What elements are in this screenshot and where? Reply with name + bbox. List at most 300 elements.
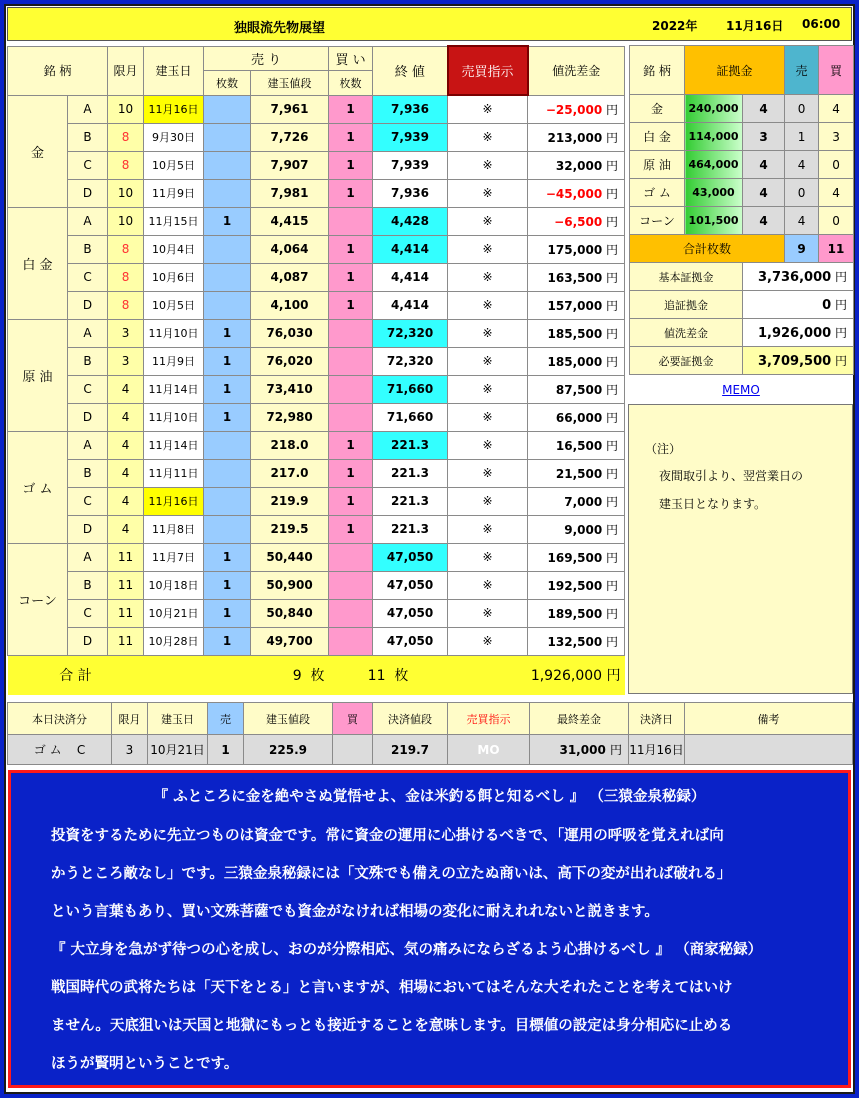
cell-close: 71,660 xyxy=(373,375,448,403)
cell-buy xyxy=(329,375,373,403)
cell-buy: 1 xyxy=(329,123,373,151)
cell-buy xyxy=(329,347,373,375)
table-row xyxy=(8,487,625,515)
cell-grade: C xyxy=(68,263,108,291)
cell-grade: D xyxy=(68,403,108,431)
cell-date: 11月14日 xyxy=(144,431,204,459)
cell-buy: 1 xyxy=(329,459,373,487)
cell-close: 72,320 xyxy=(373,319,448,347)
margin-margin: 101,500 xyxy=(685,207,743,235)
summary-row xyxy=(630,347,854,375)
cell-diff-unit: 円 xyxy=(606,130,619,145)
cell-close: 221.3 xyxy=(373,459,448,487)
margin-col-sell: 売 xyxy=(785,46,819,95)
cell-diff-unit: 円 xyxy=(606,382,619,397)
cell-month: 11 xyxy=(108,571,144,599)
settle-col-4: 建玉値段 xyxy=(244,703,333,735)
cell-buy: 1 xyxy=(329,515,373,543)
cell-price: 50,440 xyxy=(251,543,329,571)
report-date: 11月16日 xyxy=(726,19,784,33)
col-header-sell: 売 り xyxy=(204,46,329,70)
table-row xyxy=(8,347,625,375)
cell-sign: ※ xyxy=(448,375,528,403)
margin-count: 4 xyxy=(743,179,785,207)
total-sell-unit: 枚 xyxy=(310,668,325,685)
margin-buy: 4 xyxy=(819,95,854,123)
margin-name: 白 金 xyxy=(630,123,685,151)
settle-col-10: 備考 xyxy=(685,703,853,735)
summary-row xyxy=(630,291,854,319)
cell-diff-unit: 円 xyxy=(606,438,619,453)
cell-buy xyxy=(329,599,373,627)
cell-month: 8 xyxy=(108,123,144,151)
margin-margin: 114,000 xyxy=(685,123,743,151)
cell-diff xyxy=(528,431,625,459)
margin-total-sell: 9 xyxy=(785,235,819,263)
cell-grade: B xyxy=(68,571,108,599)
summary-row xyxy=(630,319,854,347)
cell-diff-unit: 円 xyxy=(606,550,619,565)
settle-close: 219.7 xyxy=(373,735,448,765)
col-header-month: 限月 xyxy=(108,46,144,95)
cell-sell xyxy=(204,263,251,291)
summary-value-unit: 円 xyxy=(835,326,848,340)
table-row xyxy=(8,95,625,123)
settlement-table xyxy=(7,702,853,765)
cell-diff xyxy=(528,515,625,543)
cell-date: 10月6日 xyxy=(144,263,204,291)
cell-price: 72,980 xyxy=(251,403,329,431)
cell-grade: A xyxy=(68,543,108,571)
cell-sign: ※ xyxy=(448,627,528,655)
cell-month: 4 xyxy=(108,487,144,515)
cell-sign: ※ xyxy=(448,431,528,459)
cell-sell xyxy=(204,431,251,459)
cell-sell: 1 xyxy=(204,571,251,599)
cell-close: 4,428 xyxy=(373,207,448,235)
cell-diff-unit: 円 xyxy=(606,522,619,537)
cell-diff-value: 192,500 xyxy=(547,578,603,593)
cell-sell xyxy=(204,235,251,263)
cell-month: 10 xyxy=(108,95,144,123)
cell-close: 4,414 xyxy=(373,291,448,319)
cell-date: 11月10日 xyxy=(144,319,204,347)
margin-sell: 0 xyxy=(785,179,819,207)
cell-diff-unit: 円 xyxy=(606,606,619,621)
margin-row xyxy=(630,123,854,151)
settle-name-label: ゴ ム xyxy=(33,743,62,757)
cell-sign: ※ xyxy=(448,459,528,487)
col-header-buy: 買 い xyxy=(329,46,373,70)
col-header-price: 建玉値段 xyxy=(251,70,329,95)
cell-diff xyxy=(528,487,625,515)
total-buy-unit: 枚 xyxy=(394,668,409,685)
cell-month: 4 xyxy=(108,431,144,459)
col-header-sell-count: 枚数 xyxy=(204,70,251,95)
settle-col-0: 本日決済分 xyxy=(8,703,112,735)
margin-name: ゴ ム xyxy=(630,179,685,207)
cell-close: 47,050 xyxy=(373,599,448,627)
cell-month: 3 xyxy=(108,347,144,375)
cell-grade: D xyxy=(68,179,108,207)
cell-diff xyxy=(528,459,625,487)
margin-count: 4 xyxy=(743,207,785,235)
cell-diff xyxy=(528,347,625,375)
margin-sell: 0 xyxy=(785,95,819,123)
cell-date: 10月18日 xyxy=(144,571,204,599)
cell-diff-unit: 円 xyxy=(606,102,619,117)
summary-value-number: 3,709,500 xyxy=(757,354,832,369)
cell-grade: B xyxy=(68,123,108,151)
cell-diff-unit: 円 xyxy=(606,354,619,369)
cell-date: 10月4日 xyxy=(144,235,204,263)
cell-price: 50,900 xyxy=(251,571,329,599)
settle-sell: 1 xyxy=(208,735,244,765)
cell-buy: 1 xyxy=(329,487,373,515)
margin-buy: 0 xyxy=(819,207,854,235)
cell-sign: ※ xyxy=(448,571,528,599)
table-row xyxy=(8,403,625,431)
quote-box xyxy=(8,770,851,1088)
cell-diff-unit: 円 xyxy=(606,214,619,229)
cell-diff-unit: 円 xyxy=(606,466,619,481)
cell-sign: ※ xyxy=(448,347,528,375)
settle-col-7: 売買指示 xyxy=(448,703,530,735)
cell-sell xyxy=(204,151,251,179)
settle-price: 225.9 xyxy=(244,735,333,765)
cell-diff-value: 132,500 xyxy=(547,634,603,649)
cell-diff-unit: 円 xyxy=(606,298,619,313)
margin-sell: 1 xyxy=(785,123,819,151)
cell-date: 10月28日 xyxy=(144,627,204,655)
report-time: 06:00 xyxy=(802,17,841,31)
quote-line-5: 『 大立身を急がず待つの心を成し、おのが分際相応、気の痛みにならざるよう心掛けるべし 』 （商家秘録） xyxy=(51,942,763,958)
cell-close: 72,320 xyxy=(373,347,448,375)
cell-diff-value: 7,000 xyxy=(564,494,603,509)
table-row xyxy=(8,123,625,151)
cell-buy: 1 xyxy=(329,235,373,263)
cell-grade: C xyxy=(68,151,108,179)
cell-date: 11月9日 xyxy=(144,347,204,375)
cell-month: 11 xyxy=(108,543,144,571)
cell-month: 8 xyxy=(108,235,144,263)
settle-settle-date: 11月16日 xyxy=(629,735,685,765)
cell-sign: ※ xyxy=(448,515,528,543)
cell-grade: A xyxy=(68,95,108,123)
cell-diff xyxy=(528,263,625,291)
cell-sell: 1 xyxy=(204,207,251,235)
cell-diff-value: 185,500 xyxy=(547,326,603,341)
cell-month: 3 xyxy=(108,319,144,347)
settle-grade: C xyxy=(76,743,86,757)
cell-price: 76,030 xyxy=(251,319,329,347)
total-buy-count: 11 xyxy=(367,668,386,685)
summary-label: 基本証拠金 xyxy=(630,263,743,291)
cell-diff-value: −6,500 xyxy=(554,214,603,229)
cell-grade: B xyxy=(68,347,108,375)
settle-final-diff xyxy=(530,735,629,765)
settle-col-1: 限月 xyxy=(112,703,148,735)
settle-order: MO xyxy=(448,735,530,765)
summary-label: 必要証拠金 xyxy=(630,347,743,375)
cell-diff-value: 9,000 xyxy=(564,522,603,537)
summary-row xyxy=(630,263,854,291)
cell-buy: 1 xyxy=(329,291,373,319)
table-row xyxy=(8,431,625,459)
cell-close: 4,414 xyxy=(373,235,448,263)
settle-col-6: 決済値段 xyxy=(373,703,448,735)
summary-value xyxy=(743,291,854,319)
cell-sign: ※ xyxy=(448,599,528,627)
cell-grade: C xyxy=(68,375,108,403)
cell-diff-unit: 円 xyxy=(606,158,619,173)
cell-grade: A xyxy=(68,207,108,235)
margin-margin: 43,000 xyxy=(685,179,743,207)
cell-price: 49,700 xyxy=(251,627,329,655)
total-diff xyxy=(448,655,625,695)
cell-buy: 1 xyxy=(329,151,373,179)
cell-month: 8 xyxy=(108,263,144,291)
cell-grade: A xyxy=(68,319,108,347)
cell-diff-value: 175,000 xyxy=(547,242,603,257)
cell-diff-unit: 円 xyxy=(606,270,619,285)
cell-sign: ※ xyxy=(448,95,528,123)
margin-col-name: 銘 柄 xyxy=(630,46,685,95)
summary-value xyxy=(743,319,854,347)
cell-diff xyxy=(528,235,625,263)
cell-sell xyxy=(204,515,251,543)
margin-total-buy: 11 xyxy=(819,235,854,263)
summary-value xyxy=(743,347,854,375)
summary-value-number: 3,736,000 xyxy=(757,270,832,285)
cell-close: 7,936 xyxy=(373,179,448,207)
cell-grade: C xyxy=(68,599,108,627)
cell-diff-unit: 円 xyxy=(606,578,619,593)
cell-sell: 1 xyxy=(204,543,251,571)
total-buy xyxy=(329,655,448,695)
cell-diff xyxy=(528,319,625,347)
margin-name: 金 xyxy=(630,95,685,123)
cell-date: 10月21日 xyxy=(144,599,204,627)
settle-col-3: 売 xyxy=(208,703,244,735)
cell-date: 11月15日 xyxy=(144,207,204,235)
table-row xyxy=(8,151,625,179)
quote-line-4: という言葉もあり、買い文殊菩薩でも資金がなければ相場の変化に耐えれれないと説きます。 xyxy=(51,904,659,920)
settle-month: 3 xyxy=(112,735,148,765)
margin-buy: 4 xyxy=(819,179,854,207)
margin-count: 4 xyxy=(743,95,785,123)
cell-buy: 1 xyxy=(329,95,373,123)
summary-value-number: 0 xyxy=(822,298,832,313)
cell-date: 11月8日 xyxy=(144,515,204,543)
cell-price: 4,064 xyxy=(251,235,329,263)
cell-sign: ※ xyxy=(448,123,528,151)
cell-date: 11月9日 xyxy=(144,179,204,207)
cell-price: 73,410 xyxy=(251,375,329,403)
cell-buy: 1 xyxy=(329,179,373,207)
commodity-name: ゴ ム xyxy=(8,431,68,543)
cell-date: 10月5日 xyxy=(144,291,204,319)
cell-price: 219.9 xyxy=(251,487,329,515)
col-header-order: 売買指示 xyxy=(448,46,528,95)
cell-sign: ※ xyxy=(448,263,528,291)
cell-sell: 1 xyxy=(204,403,251,431)
quote-line-3: かうところ敵なし」です。三猿金泉秘録には「文殊でも備えの立たぬ商いは、高下の変が出れば破れる」 xyxy=(51,866,732,882)
cell-sell xyxy=(204,179,251,207)
cell-buy xyxy=(329,543,373,571)
cell-month: 11 xyxy=(108,599,144,627)
cell-sell: 1 xyxy=(204,375,251,403)
margin-row xyxy=(630,151,854,179)
commodity-name: 白 金 xyxy=(8,207,68,319)
cell-diff-value: 163,500 xyxy=(547,270,603,285)
settle-final-diff-value: 31,000 xyxy=(559,743,606,757)
commodity-name: コーン xyxy=(8,543,68,655)
cell-diff-value: 32,000 xyxy=(555,158,603,173)
report-year: 2022年 xyxy=(652,19,698,33)
memo-link[interactable]: MEMO xyxy=(629,380,853,400)
cell-sell: 1 xyxy=(204,599,251,627)
cell-price: 7,907 xyxy=(251,151,329,179)
summary-value-unit: 円 xyxy=(835,354,848,368)
cell-diff-value: 213,000 xyxy=(547,130,603,145)
cell-diff xyxy=(528,179,625,207)
cell-diff-value: 16,500 xyxy=(555,438,603,453)
table-row xyxy=(8,263,625,291)
col-header-name: 銘 柄 xyxy=(8,46,108,95)
cell-close: 7,939 xyxy=(373,123,448,151)
commodity-name: 金 xyxy=(8,95,68,207)
memo-line-1: （注） xyxy=(645,442,682,456)
memo-line-3: 建玉日となります。 xyxy=(659,497,767,511)
cell-price: 7,726 xyxy=(251,123,329,151)
settle-col-9: 決済日 xyxy=(629,703,685,735)
cell-diff xyxy=(528,375,625,403)
margin-margin: 464,000 xyxy=(685,151,743,179)
cell-price: 4,087 xyxy=(251,263,329,291)
cell-diff-value: 87,500 xyxy=(555,382,603,397)
cell-price: 217.0 xyxy=(251,459,329,487)
cell-buy xyxy=(329,403,373,431)
table-row xyxy=(8,235,625,263)
cell-diff-value: 66,000 xyxy=(555,410,603,425)
cell-diff-unit: 円 xyxy=(606,186,619,201)
settle-note xyxy=(685,735,853,765)
cell-date: 11月14日 xyxy=(144,375,204,403)
cell-date: 11月7日 xyxy=(144,543,204,571)
memo-line-2: 夜間取引より、翌営業日の xyxy=(659,469,804,483)
cell-diff-unit: 円 xyxy=(606,326,619,341)
title-bar xyxy=(7,7,852,41)
table-row xyxy=(8,459,625,487)
cell-sell xyxy=(204,291,251,319)
cell-sign: ※ xyxy=(448,319,528,347)
cell-close: 221.3 xyxy=(373,487,448,515)
quote-line-8: ほうが賢明ということです。 xyxy=(51,1056,239,1072)
cell-month: 4 xyxy=(108,459,144,487)
cell-close: 71,660 xyxy=(373,403,448,431)
settle-buy xyxy=(333,735,373,765)
cell-buy: 1 xyxy=(329,263,373,291)
cell-sell xyxy=(204,459,251,487)
table-row xyxy=(8,319,625,347)
settle-col-5: 買 xyxy=(333,703,373,735)
cell-sell xyxy=(204,123,251,151)
cell-month: 8 xyxy=(108,291,144,319)
cell-grade: D xyxy=(68,627,108,655)
total-diff-value: 1,926,000 xyxy=(530,668,603,685)
quote-line-7: ません。天底狙いは天国と地獄にもっとも接近することを意味します。目標値の設定は身分相応に止める xyxy=(51,1018,733,1034)
cell-price: 76,020 xyxy=(251,347,329,375)
cell-month: 11 xyxy=(108,627,144,655)
total-diff-unit: 円 xyxy=(606,668,621,685)
cell-date: 11月11日 xyxy=(144,459,204,487)
summary-label: 追証拠金 xyxy=(630,291,743,319)
table-row xyxy=(8,291,625,319)
margin-count: 4 xyxy=(743,151,785,179)
cell-price: 50,840 xyxy=(251,599,329,627)
cell-month: 10 xyxy=(108,179,144,207)
cell-price: 4,100 xyxy=(251,291,329,319)
cell-diff-value: 185,000 xyxy=(547,354,603,369)
total-sell-count: 9 xyxy=(292,668,302,685)
cell-date: 10月5日 xyxy=(144,151,204,179)
margin-total-label: 合計枚数 xyxy=(630,235,785,263)
cell-buy xyxy=(329,207,373,235)
margin-count: 3 xyxy=(743,123,785,151)
margin-row xyxy=(630,95,854,123)
margin-row xyxy=(630,179,854,207)
cell-diff xyxy=(528,123,625,151)
cell-month: 4 xyxy=(108,375,144,403)
total-label: 合 計 xyxy=(8,655,144,695)
settle-date: 10月21日 xyxy=(148,735,208,765)
cell-sell xyxy=(204,95,251,123)
cell-grade: B xyxy=(68,235,108,263)
cell-sign: ※ xyxy=(448,151,528,179)
cell-diff-value: 157,000 xyxy=(547,298,603,313)
margin-sell: 4 xyxy=(785,151,819,179)
cell-grade: C xyxy=(68,487,108,515)
cell-diff xyxy=(528,291,625,319)
cell-diff xyxy=(528,95,625,123)
margin-name: 原 油 xyxy=(630,151,685,179)
cell-diff-unit: 円 xyxy=(606,634,619,649)
margin-row xyxy=(630,207,854,235)
cell-month: 8 xyxy=(108,151,144,179)
cell-buy xyxy=(329,319,373,347)
cell-diff-value: 169,500 xyxy=(547,550,603,565)
cell-sell xyxy=(204,487,251,515)
cell-date: 11月16日 xyxy=(144,95,204,123)
cell-date: 11月16日 xyxy=(144,487,204,515)
quote-line-1: 『 ふところに金を絶やさぬ覚悟せよ、金は米釣る餌と知るべし 』 （三猿金泉秘録） xyxy=(153,789,706,805)
cell-diff xyxy=(528,403,625,431)
cell-price: 7,981 xyxy=(251,179,329,207)
total-sell xyxy=(144,655,329,695)
summary-label: 値洗差金 xyxy=(630,319,743,347)
cell-diff xyxy=(528,599,625,627)
table-row xyxy=(8,207,625,235)
settle-col-2: 建玉日 xyxy=(148,703,208,735)
cell-close: 221.3 xyxy=(373,431,448,459)
cell-sign: ※ xyxy=(448,543,528,571)
cell-sign: ※ xyxy=(448,179,528,207)
col-header-close: 終 値 xyxy=(373,46,448,95)
cell-diff-value: −25,000 xyxy=(545,102,603,117)
margin-table xyxy=(629,45,854,375)
settle-final-diff-unit: 円 xyxy=(609,743,622,757)
